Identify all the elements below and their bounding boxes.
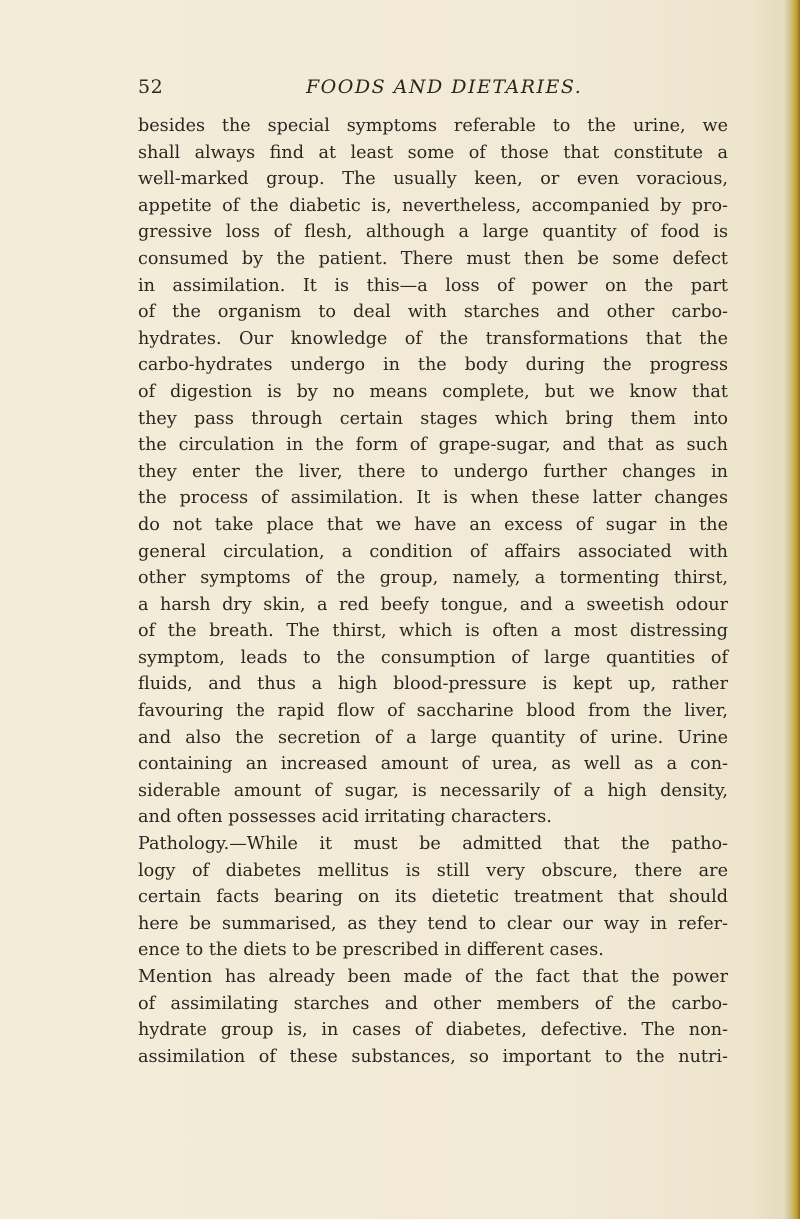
text-line: well-marked group. The usually keen, or even voracious, bbox=[138, 169, 728, 190]
body-text bbox=[138, 113, 728, 1070]
text-line: containing an increased amount of urea, as well as a con- bbox=[138, 754, 728, 775]
text-line: gressive loss of flesh, although a large quantity of food is bbox=[138, 222, 728, 243]
text-line: consumed by the patient. There must then be some defect bbox=[138, 248, 728, 269]
text-line: shall always find at least some of those that constitute a bbox=[138, 142, 728, 163]
running-head bbox=[138, 76, 728, 104]
text-line: hydrate group is, in cases of diabetes, defective. The non- bbox=[138, 1020, 728, 1041]
text-line: of digestion is by no means complete, but we know that bbox=[138, 381, 728, 402]
text-line: Mention has already been made of the fact that the power bbox=[138, 967, 728, 987]
text-line: besides the special symptoms referable to the urine, we bbox=[138, 116, 728, 136]
text-line: Pathology.—While it must be admitted that the patho- bbox=[138, 834, 728, 855]
text-line: siderable amount of sugar, is necessarily of a high density, bbox=[138, 780, 728, 801]
text-line: the process of assimilation. It is when these latter changes bbox=[138, 488, 728, 509]
text-line: symptom, leads to the consumption of large quantities of bbox=[138, 647, 728, 668]
page-number: 52 bbox=[138, 76, 164, 98]
text-line: fluids, and thus a high blood-pressure is kept up, rather bbox=[138, 674, 728, 695]
text-line: favouring the rapid flow of saccharine blood from the liver, bbox=[138, 701, 728, 722]
text-line: and often possesses acid irritating characters. bbox=[138, 807, 552, 828]
text-line: they enter the liver, there to undergo further changes in bbox=[138, 461, 728, 482]
text-line: of the breath. The thirst, which is often a most distressing bbox=[138, 621, 728, 642]
text-line: general circulation, a condition of affairs associated with bbox=[138, 541, 728, 562]
text-line: here be summarised, as they tend to clear our way in refer- bbox=[138, 913, 728, 934]
text-line: certain facts bearing on its dietetic treatment that should bbox=[138, 887, 728, 908]
text-line: in assimilation. It is this—a loss of power on the part bbox=[138, 275, 728, 296]
text-line: hydrates. Our knowledge of the transformations that the bbox=[138, 328, 728, 349]
text-line: of the organism to deal with starches and other carbo- bbox=[138, 302, 728, 323]
text-line: they pass through certain stages which bring them into bbox=[138, 408, 728, 429]
text-line: and also the secretion of a large quantity of urine. Urine bbox=[138, 727, 728, 748]
text-line: ence to the diets to be prescribed in different cases. bbox=[138, 940, 604, 961]
text-line: logy of diabetes mellitus is still very obscure, there are bbox=[138, 860, 728, 881]
text-line: the circulation in the form of grape-sugar, and that as such bbox=[138, 435, 728, 456]
text-line: assimilation of these substances, so important to the nutri- bbox=[138, 1046, 728, 1067]
text-line: other symptoms of the group, namely, a tormenting thirst, bbox=[138, 568, 728, 589]
page-edge bbox=[784, 0, 800, 1219]
text-line: do not take place that we have an excess of sugar in the bbox=[138, 514, 728, 535]
text-line: appetite of the diabetic is, nevertheless, accompanied by pro- bbox=[138, 195, 728, 216]
running-title: FOODS AND DIETARIES. bbox=[306, 76, 583, 98]
text-line: a harsh dry skin, a red beefy tongue, and a sweetish odour bbox=[138, 594, 728, 615]
text-line: of assimilating starches and other members of the carbo- bbox=[138, 993, 728, 1014]
text-line: carbo-hydrates undergo in the body during the progress bbox=[138, 355, 728, 376]
